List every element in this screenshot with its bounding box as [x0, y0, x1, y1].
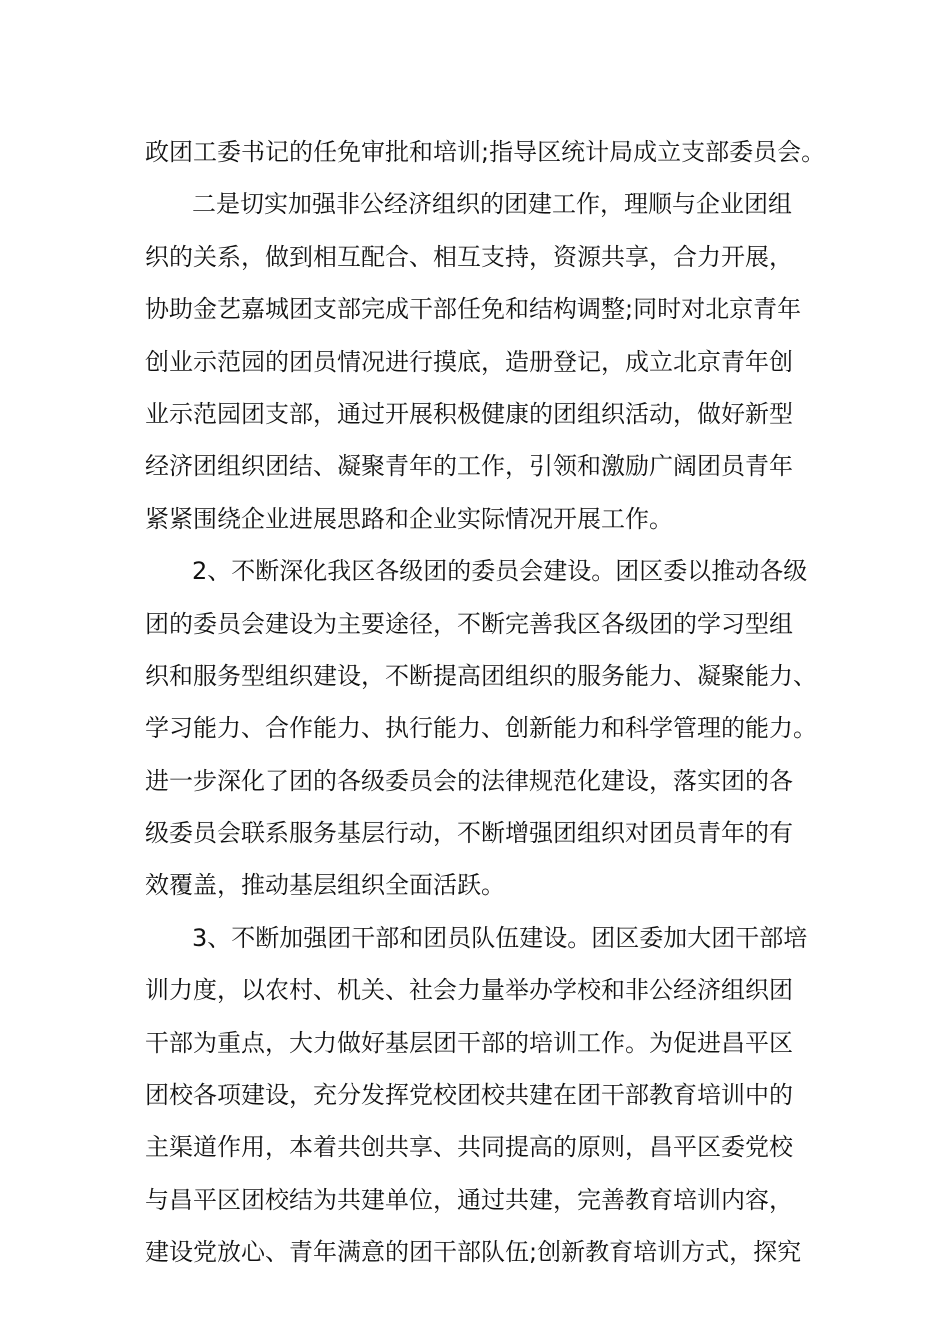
document-body [145, 126, 835, 1279]
paragraph-first-line: 二是切实加强非公经济组织的团建工作，理顺与企业团组 [192, 190, 792, 219]
text-line: 织和服务型组织建设，不断提高团组织的服务能力、凝聚能力、 [145, 661, 817, 690]
text-line: 团的委员会建设为主要途径，不断完善我区各级团的学习型组 [145, 609, 793, 638]
text-line: 业示范园团支部，通过开展积极健康的团组织活动，做好新型 [145, 399, 793, 428]
text-line: 干部为重点，大力做好基层团干部的培训工作。为促进昌平区 [145, 1028, 793, 1057]
text-line: 进一步深化了团的各级委员会的法律规范化建设，落实团的各 [145, 766, 793, 795]
paragraph-first-line: 2、不断深化我区各级团的委员会建设。团区委以推动各级 [192, 557, 808, 586]
text-line: 织的关系，做到相互配合、相互支持，资源共享，合力开展， [145, 242, 793, 271]
text-line: 紧紧围绕企业进展思路和企业实际情况开展工作。 [145, 504, 673, 533]
text-line: 协助金艺嘉城团支部完成干部任免和结构调整;同时对北京青年 [145, 295, 802, 324]
text-line: 级委员会联系服务基层行动，不断增强团组织对团员青年的有 [145, 819, 793, 848]
text-line: 主渠道作用，本着共创共享、共同提高的原则，昌平区委党校 [145, 1133, 793, 1162]
text-line: 团校各项建设，充分发挥党校团校共建在团干部教育培训中的 [145, 1081, 793, 1110]
text-line: 效覆盖，推动基层组织全面活跃。 [145, 871, 505, 900]
paragraph-first-line: 3、不断加强团干部和团员队伍建设。团区委加大团干部培 [192, 923, 808, 952]
text-line: 建设党放心、青年满意的团干部队伍;创新教育培训方式，探究 [145, 1238, 802, 1267]
text-line: 政团工委书记的任免审批和培训;指导区统计局成立支部委员会。 [145, 138, 826, 166]
text-line: 经济团组织团结、凝聚青年的工作，引领和激励广阔团员青年 [145, 452, 793, 481]
text-line: 学习能力、合作能力、执行能力、创新能力和科学管理的能力。 [145, 714, 817, 743]
text-line: 训力度，以农村、机关、社会力量举办学校和非公经济组织团 [145, 976, 793, 1005]
text-line: 与昌平区团校结为共建单位，通过共建，完善教育培训内容， [145, 1185, 793, 1214]
text-line: 创业示范园的团员情况进行摸底，造册登记，成立北京青年创 [145, 347, 793, 376]
